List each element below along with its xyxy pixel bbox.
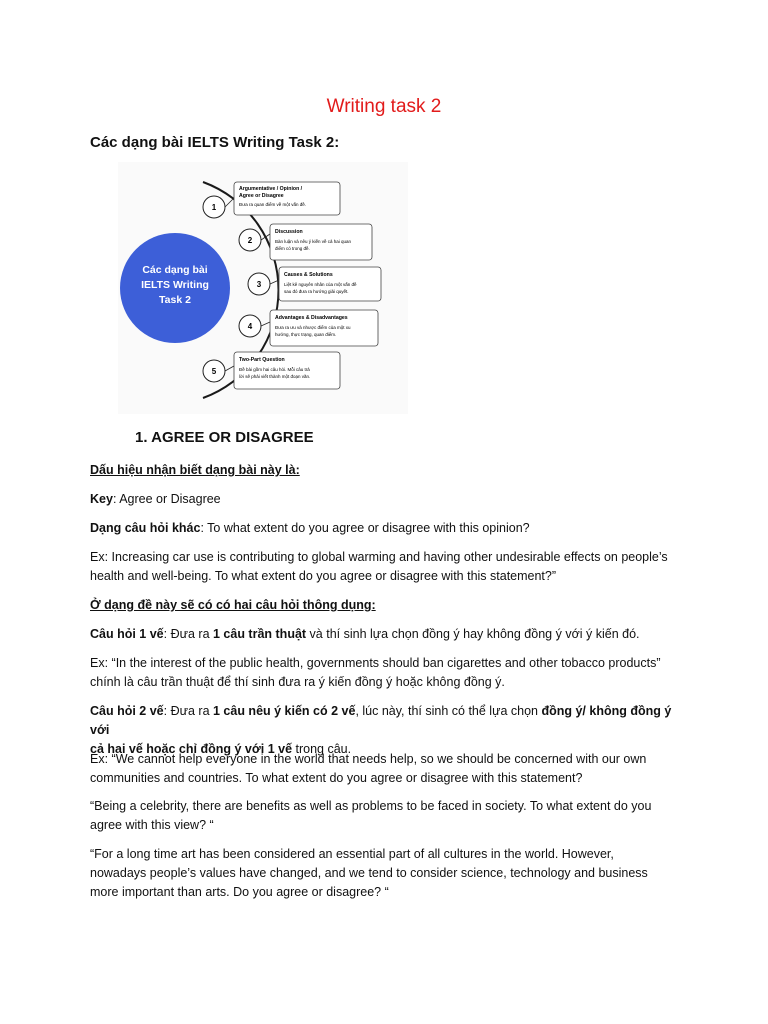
number-5: 5 [211, 367, 217, 376]
other-question-line: Dạng câu hỏi khác: To what extent do you agree or disagree with this opinion? [90, 521, 530, 535]
svg-text:điểm có trong đề.: điểm có trong đề. [275, 246, 310, 251]
number-2: 2 [247, 236, 253, 245]
svg-text:Bàn luận và nêu ý kiến về cả h: Bàn luận và nêu ý kiến về cả hai quan [275, 239, 352, 244]
number-1: 1 [211, 203, 217, 212]
signs-title: Dấu hiệu nhận biết dạng bài này là: [90, 463, 300, 477]
example-5: “For a long time art has been considered an essential part of all cultures in the world. However, nowadays people’s values have changed, and we tend to consider science, technology and business more important than arts. Do you agree or disagree? “ [90, 847, 648, 899]
svg-text:Causes & Solutions: Causes & Solutions [284, 272, 333, 278]
svg-text:Đề bài gồm hai câu hỏi. Mỗi câ: Đề bài gồm hai câu hỏi. Mỗi câu trả [239, 367, 310, 372]
number-3: 3 [256, 280, 262, 289]
number-4: 4 [247, 322, 253, 331]
key-line: Key: Agree or Disagree [90, 492, 221, 506]
example-4: “Being a celebrity, there are benefits as well as problems to be faced in society. To what extent do you agree with this view? “ [90, 799, 652, 832]
question-type-2: Câu hỏi 2 vế: Đưa ra 1 câu nêu ý kiến có 2 vế, lúc này, thí sinh có thể lựa chọn đồng ý/ không đồng ý với cả hai vế hoặc chỉ đồng ý với 1 vế trong câu. [90, 704, 672, 756]
document-title: Writing task 2 [326, 96, 442, 117]
center-line-1: Các dạng bài [142, 264, 208, 276]
svg-text:Đưa ra ưu và nhược điểm của mộ: Đưa ra ưu và nhược điểm của một xu [275, 325, 351, 330]
section-title: Các dạng bài IELTS Writing Task 2: [90, 134, 340, 151]
center-line-2: IELTS Writing [141, 279, 209, 291]
question-type-1: Câu hỏi 1 vế: Đưa ra 1 câu trần thuật và thí sinh lựa chọn đồng ý hay không đồng ý với ý kiến đó. [90, 627, 640, 641]
svg-text:Two-Part Question: Two-Part Question [239, 357, 285, 363]
svg-text:sau đó đưa ra hướng giải quyết: sau đó đưa ra hướng giải quyết. [284, 289, 349, 294]
example-3: Ex: “We cannot help everyone in the world that needs help, so we should be concerned with our own communities and countries. To what extent do you agree or disagree with this statement? [90, 752, 647, 785]
task-types-diagram [118, 162, 408, 414]
svg-text:Đưa ra quan điểm về một vấn đề: Đưa ra quan điểm về một vấn đề. [239, 202, 307, 207]
svg-text:hướng, thực trạng, quan điểm.: hướng, thực trạng, quan điểm. [275, 332, 337, 337]
svg-text:Advantages & Disadvantages: Advantages & Disadvantages [275, 315, 348, 321]
heading-agree-disagree: 1. AGREE OR DISAGREE [135, 429, 314, 446]
svg-text:Discussion: Discussion [275, 229, 303, 235]
svg-text:lời sẽ phải viết thành một đoạ: lời sẽ phải viết thành một đoạn văn. [239, 374, 311, 379]
svg-text:Liệt kê nguyên nhân của một vấ: Liệt kê nguyên nhân của một vấn đề [284, 282, 357, 287]
svg-text:Agree or Disagree: Agree or Disagree [239, 193, 284, 199]
example-2: Ex: “In the interest of the public health, governments should ban cigarettes and other tobacco products” chính là câu trần thuật để thí sinh đưa ra ý kiến đồng ý hoặc không đồng ý. [90, 656, 661, 689]
svg-text:Argumentative / Opinion /: Argumentative / Opinion / [239, 186, 303, 192]
example-1: Ex: Increasing car use is contributing to global warming and having other undesirable effects on people’s health and well-being. To what extent do you agree or disagree with this statement?” [90, 550, 668, 583]
center-line-3: Task 2 [159, 294, 191, 306]
two-questions-title: Ở dạng đề này sẽ có có hai câu hỏi thông dụng: [90, 598, 376, 612]
